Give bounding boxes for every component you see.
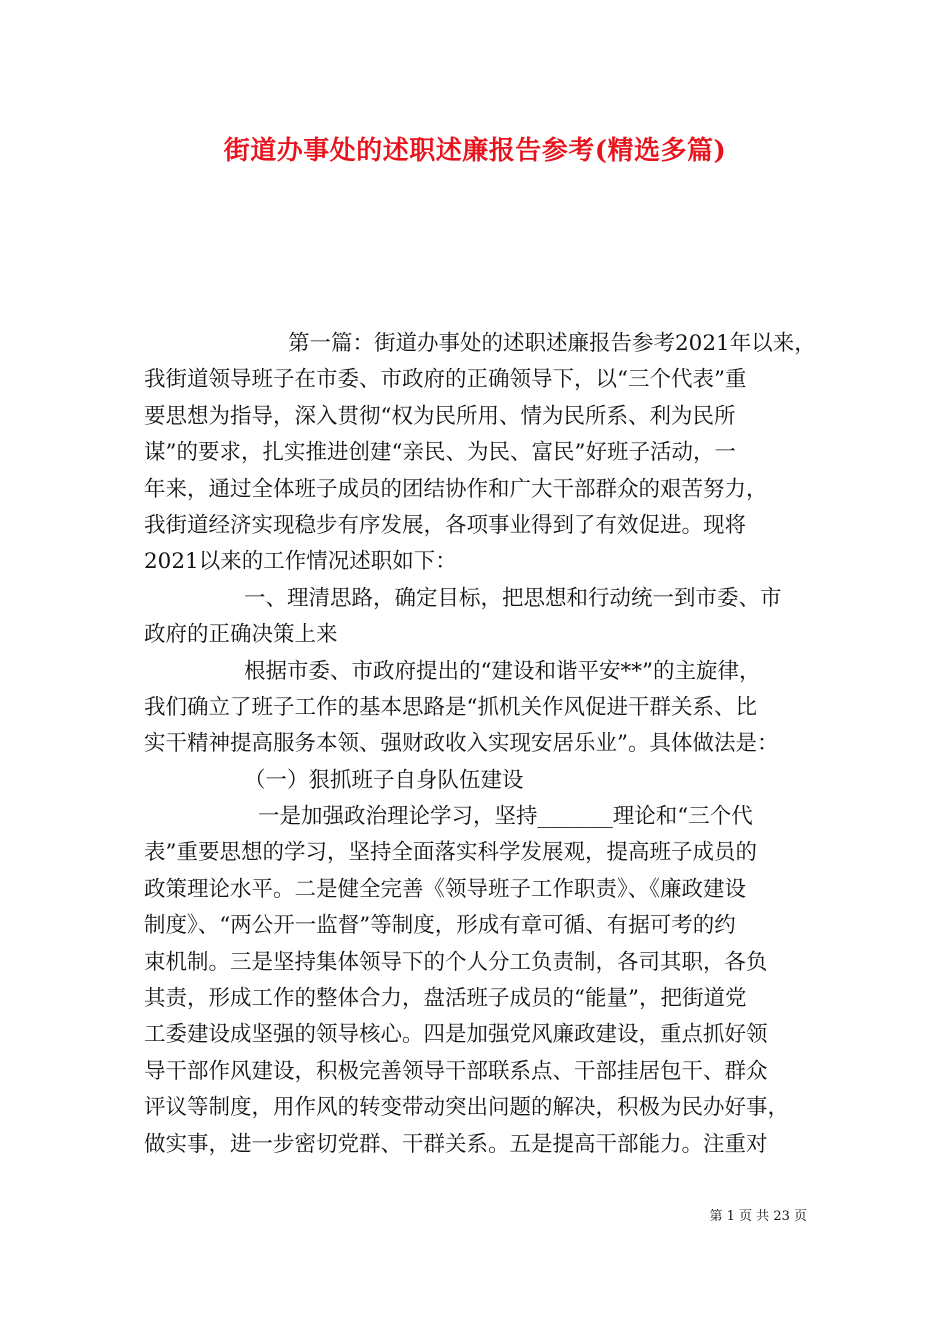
document-title: 街道办事处的述职述廉报告参考(精选多篇) bbox=[223, 136, 727, 166]
text-line: 其责，形成工作的整体合力，盘活班子成员的“能量”，把街道党 bbox=[144, 986, 747, 1012]
text-line: 2021以来的工作情况述职如下： bbox=[144, 549, 457, 575]
text-line: 根据市委、市政府提出的“建设和谐平安**”的主旋律， bbox=[244, 658, 761, 684]
text-line: 一是加强政治理论学习，坚持_______理论和“三个代 bbox=[258, 804, 753, 830]
text-line: 一、理清思路，确定目标，把思想和行动统一到市委、市 bbox=[244, 585, 782, 611]
text-line: 年来，通过全体班子成员的团结协作和广大干部群众的艰苦努力， bbox=[144, 476, 768, 502]
text-line: 表”重要思想的学习，坚持全面落实科学发展观，提高班子成员的 bbox=[144, 840, 757, 866]
text-line: 谋”的要求，扎实推进创建“亲民、为民、富民”好班子活动，一 bbox=[144, 440, 736, 466]
text-line: 我们确立了班子工作的基本思路是“抓机关作风促进干群关系、比 bbox=[144, 694, 757, 720]
text-line: 要思想为指导，深入贯彻“权为民所用、情为民所系、利为民所 bbox=[144, 403, 736, 429]
text-line: （一）狠抓班子自身队伍建设 bbox=[244, 767, 524, 793]
text-line: 我街道经济实现稳步有序发展，各项事业得到了有效促进。现将 bbox=[144, 512, 747, 538]
text-line: 工委建设成坚强的领导核心。四是加强党风廉政建设，重点抓好领 bbox=[144, 1022, 768, 1048]
text-line: 政府的正确决策上来 bbox=[144, 622, 338, 648]
paragraph-approach bbox=[144, 654, 814, 763]
paragraph-measures bbox=[144, 799, 814, 1163]
text-line: 政策理论水平。二是健全完善《领导班子工作职责》、《廉政建设 bbox=[144, 876, 747, 902]
text-line: 我街道领导班子在市委、市政府的正确领导下，以“三个代表”重 bbox=[144, 367, 747, 393]
subsection-heading-1 bbox=[144, 763, 814, 799]
text-line: 实干精神提高服务本领、强财政收入实现安居乐业”。具体做法是： bbox=[144, 731, 779, 757]
text-line: 束机制。三是坚持集体领导下的个人分工负责制，各司其职，各负 bbox=[144, 949, 768, 975]
paragraph-intro bbox=[144, 326, 814, 581]
page-number-footer: 第 1 页 共 23 页 bbox=[709, 1209, 807, 1224]
document-body bbox=[144, 326, 814, 1163]
text-line: 导干部作风建设，积极完善领导干部联系点、干部挂居包干、群众 bbox=[144, 1058, 768, 1084]
section-heading-1 bbox=[144, 581, 814, 654]
text-line: 制度》、“两公开一监督”等制度，形成有章可循、有据可考的约 bbox=[144, 913, 736, 939]
text-line: 做实事，进一步密切党群、干群关系。五是提高干部能力。注重对 bbox=[144, 1131, 768, 1157]
text-line: 第一篇：街道办事处的述职述廉报告参考2021年以来， bbox=[288, 331, 816, 356]
text-line: 评议等制度，用作风的转变带动突出问题的解决，积极为民办好事， bbox=[144, 1095, 790, 1121]
